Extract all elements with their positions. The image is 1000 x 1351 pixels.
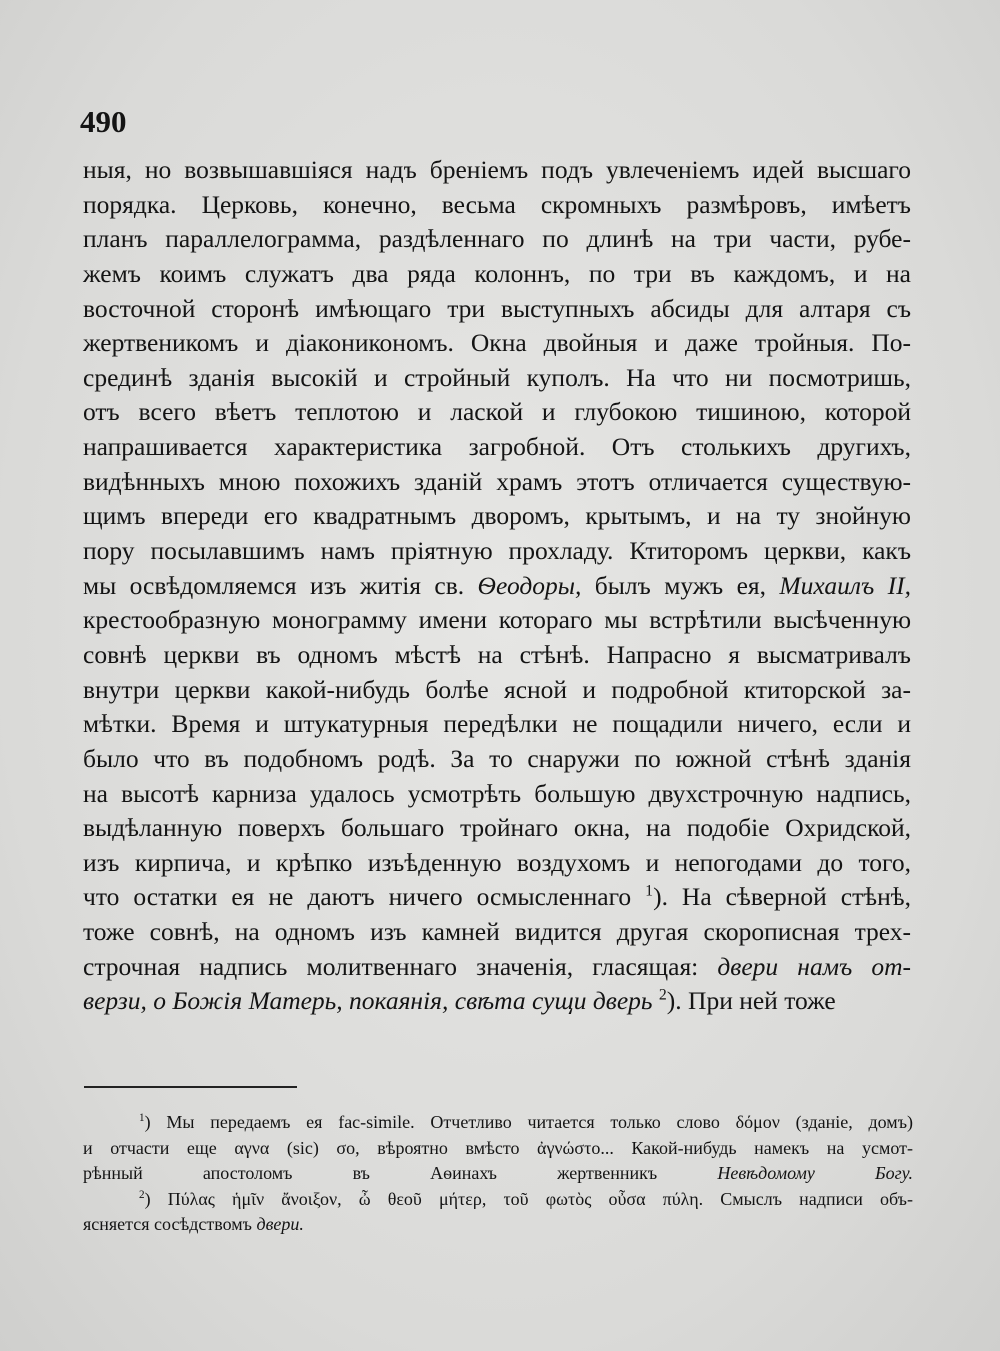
text-line: [83, 465, 911, 500]
text-line: [83, 742, 911, 777]
text-line: [83, 638, 911, 673]
text-segment: изъ кирпича, и крѣпко изъѣденную воздухомъ и непогодами до того,: [83, 847, 911, 877]
text-segment: ). На сѣверной стѣнѣ,: [653, 882, 911, 912]
footnote-line: [83, 1187, 913, 1213]
footnote-line: [83, 1136, 913, 1162]
text-segment: что остатки ея не даютъ ничего осмысленнаго: [83, 882, 646, 912]
text-line: [83, 257, 911, 292]
text-segment: восточной сторонѣ имѣющаго три выступныхъ абсиды для алтаря съ: [83, 293, 911, 323]
text-segment: выдѣланную поверхъ большаго тройнаго окна, на подобіе Охридской,: [83, 813, 911, 843]
text-line: [83, 950, 911, 985]
footnote-line: [83, 1212, 913, 1238]
footnote-ref: 2: [139, 1188, 145, 1201]
text-segment: ) Мы передаемъ ея fac-simile. Отчетливо читается только слово δόμον (зданіе, домъ): [144, 1112, 913, 1132]
text-line: [83, 569, 911, 604]
text-line: [83, 430, 911, 465]
text-segment: ясняется сосѣдствомъ: [83, 1214, 257, 1235]
text-segment: планъ параллелограмма, раздѣленнаго по длинѣ на три части, рубе-: [83, 224, 911, 254]
text-segment: тоже совнѣ, на одномъ изъ камней видится другая скорописная трех-: [83, 917, 911, 947]
text-line: [83, 395, 911, 430]
text-line: [83, 326, 911, 361]
text-line: [83, 984, 911, 1019]
italic-text: Ѳеодоры,: [477, 570, 582, 600]
text-line: [83, 673, 911, 708]
text-segment: срединѣ зданія высокій и стройный куполъ. На что ни посмотришь,: [83, 362, 911, 392]
italic-text: Невѣдомому Богу.: [717, 1163, 913, 1184]
text-segment: жемъ коимъ служатъ два ряда колоннъ, по три въ каждомъ, и на: [83, 258, 911, 288]
text-segment: ныя, но возвышавшіяся надъ бреніемъ подъ увлеченіемъ идей высшаго: [83, 155, 911, 184]
text-segment: на высотѣ карниза удалось усмотрѣть большую двухстрочную надпись,: [83, 778, 911, 808]
italic-text: двери намъ от-: [717, 951, 911, 981]
text-segment: ). При ней тоже: [666, 986, 836, 1016]
text-line: [83, 811, 911, 846]
text-line: [83, 846, 911, 881]
text-segment: строчная надпись молитвеннаго значенія, гласящая:: [83, 951, 718, 981]
text-line: [83, 915, 911, 950]
text-segment: внутри церкви какой-нибудь болѣе ясной и подробной ктиторской за-: [83, 674, 911, 704]
text-segment: мы освѣдомляемся изъ житія св.: [83, 570, 478, 600]
text-segment: ) Πύλας ἡμῖν ἄνοιξον, ὦ θεοῦ μήτερ, τοῦ φωτὸς οὖσα πύλη. Смыслъ надписи объ-: [144, 1188, 913, 1209]
footnote-ref: 1: [139, 1112, 145, 1124]
text-segment: отъ всего вѣетъ теплотою и лаской и глубокою тишиною, которой: [83, 397, 911, 427]
text-segment: совнѣ церкви въ одномъ мѣстѣ на стѣнѣ. Напрасно я высматривалъ: [83, 639, 911, 669]
footnotes: [83, 1110, 913, 1238]
italic-text: Михаилъ II,: [779, 570, 911, 600]
text-segment: и отчасти еще αγνα (sic) σο, вѣроятно вмѣсто ἀγνώστο... Какой-нибудь намекъ на усмот-: [83, 1137, 913, 1158]
text-segment: рѣнный апостоломъ въ Аѳинахъ жертвенникъ: [83, 1163, 718, 1184]
footnote-line: [83, 1161, 913, 1187]
text-line: [83, 707, 911, 742]
footnote-separator: [84, 1086, 297, 1088]
text-segment: пору посылавшимъ намъ пріятную прохладу. Ктиторомъ церкви, какъ: [83, 536, 911, 566]
text-segment: крестообразную монограмму имени котораго мы встрѣтили высѣченную: [83, 605, 911, 635]
text-line: [83, 499, 911, 534]
text-segment: напрашивается характеристика загробной. Отъ столькихъ другихъ,: [83, 432, 911, 462]
footnote-ref: 1: [645, 882, 654, 900]
italic-text: верзи, о Божія Матерь, покаянія, свѣта сущи дверь: [83, 986, 653, 1016]
text-line: [83, 777, 911, 812]
page-number: 490: [80, 104, 127, 139]
footnote-ref: 2: [658, 986, 667, 1004]
text-segment: щимъ впереди его квадратнымъ дворомъ, крытымъ, и на ту знойную: [83, 501, 911, 531]
footnote-line: [83, 1110, 913, 1136]
text-line: [83, 361, 911, 396]
text-segment: порядка. Церковь, конечно, весьма скромныхъ размѣровъ, имѣетъ: [83, 189, 911, 219]
text-segment: было что въ подобномъ родѣ. За то снаружи по южной стѣнѣ зданія: [83, 743, 911, 773]
main-text: [83, 153, 911, 1019]
text-line: [83, 188, 911, 223]
text-segment: жертвеникомъ и діаконикономъ. Окна двойныя и даже тройныя. По-: [83, 328, 911, 358]
text-line: [83, 292, 911, 327]
text-segment: былъ мужъ ея,: [581, 570, 780, 600]
text-line: [83, 880, 911, 915]
text-line: [83, 534, 911, 569]
text-segment: мѣтки. Время и штукатурныя передѣлки не пощадили ничего, если и: [83, 709, 911, 739]
text-segment: видѣнныхъ мною похожихъ зданій храмъ этотъ отличается существую-: [83, 466, 911, 496]
text-line: [83, 153, 911, 188]
text-line: [83, 222, 911, 257]
text-line: [83, 603, 911, 638]
italic-text: двери.: [256, 1214, 304, 1235]
